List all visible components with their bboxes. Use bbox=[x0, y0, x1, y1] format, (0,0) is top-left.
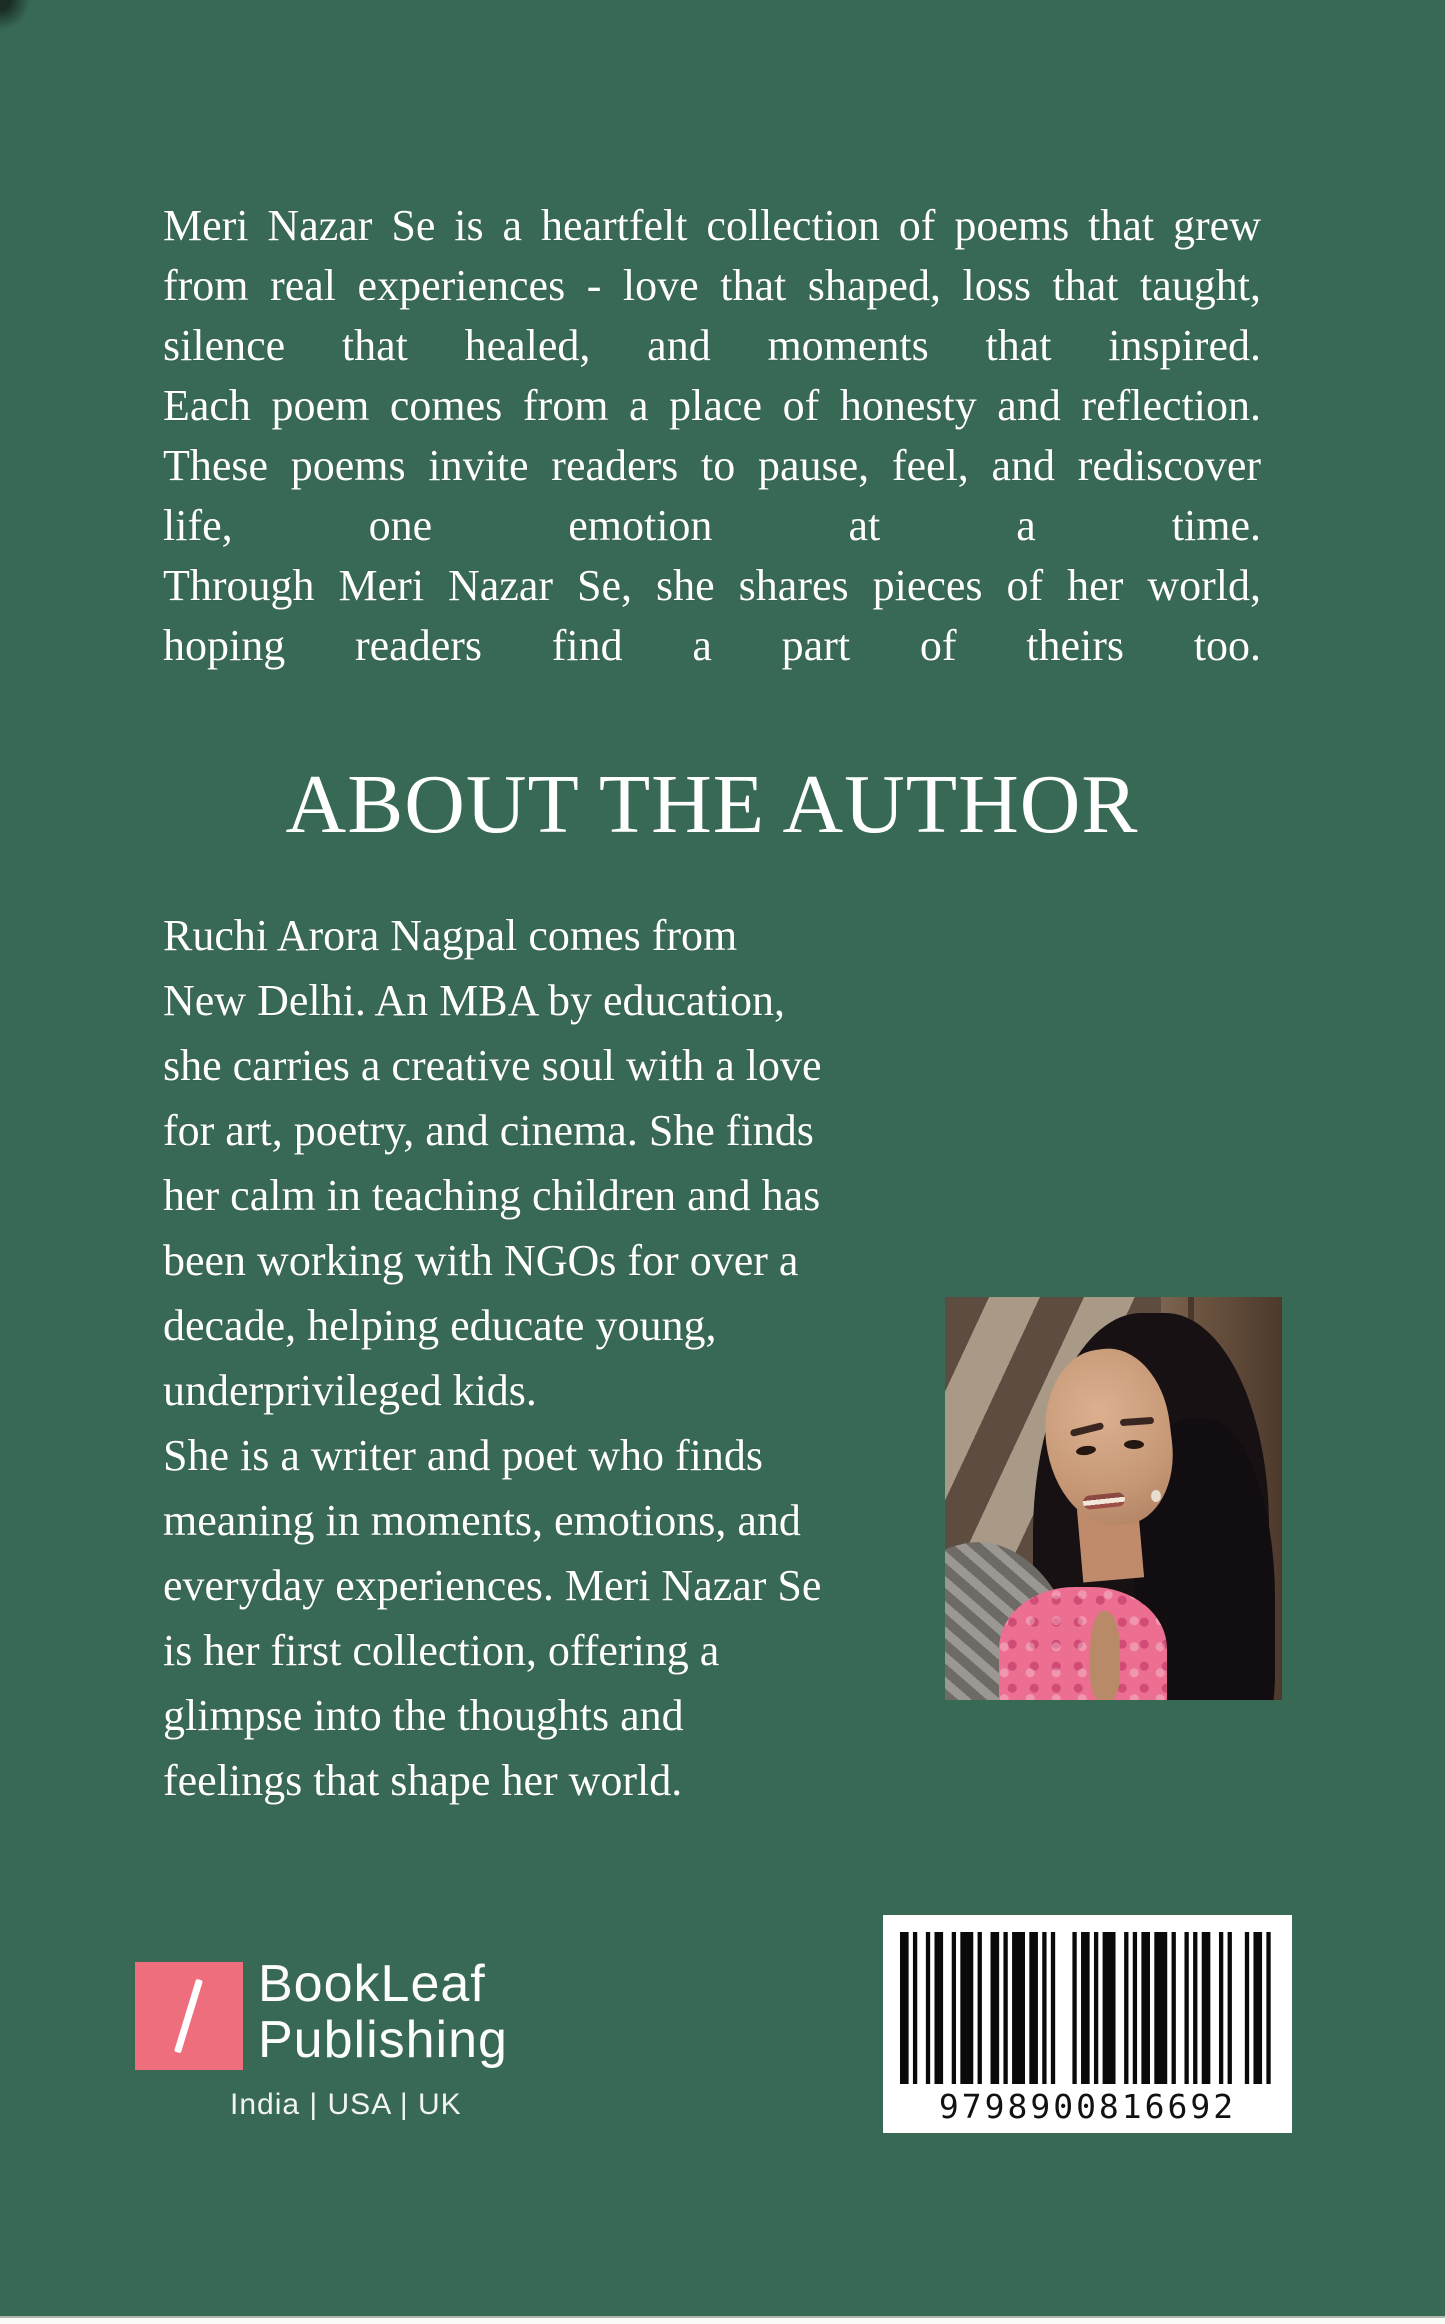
synopsis-text bbox=[163, 196, 1261, 676]
text-line: meaning in moments, emotions, and bbox=[163, 1496, 801, 1545]
about-the-author-heading: ABOUT THE AUTHOR bbox=[285, 758, 1139, 851]
text-line: underprivileged kids. bbox=[163, 1366, 537, 1415]
slash-icon bbox=[174, 1979, 203, 2054]
photo-earring bbox=[1151, 1490, 1161, 1502]
text-line: hoping readers find a part of theirs too. bbox=[163, 621, 1261, 670]
text-line: life, one emotion at a time. bbox=[163, 501, 1261, 550]
text-line: everyday experiences. Meri Nazar Se bbox=[163, 1561, 822, 1610]
text-line: from real experiences - love that shaped, loss that taught, bbox=[163, 261, 1261, 310]
barcode bbox=[883, 1915, 1292, 2133]
publisher-name bbox=[258, 1956, 508, 2068]
photo-pink-top bbox=[999, 1587, 1168, 1700]
text-line: she carries a creative soul with a love bbox=[163, 1041, 822, 1090]
text-line: These poems invite readers to pause, feel, and rediscover bbox=[163, 441, 1261, 490]
text-line: Through Meri Nazar Se, she shares pieces of her world, bbox=[163, 561, 1261, 610]
photo-eye-right bbox=[1124, 1440, 1144, 1449]
text-line: decade, helping educate young, bbox=[163, 1301, 717, 1350]
page-bottom-edge bbox=[0, 2318, 1445, 2324]
text-line: Meri Nazar Se is a heartfelt collection of poems that grew bbox=[163, 201, 1261, 250]
barcode-bars bbox=[900, 1932, 1275, 2084]
publisher-name-line2: Publishing bbox=[258, 2011, 508, 2069]
text-line: feelings that shape her world. bbox=[163, 1756, 683, 1805]
text-line: is her first collection, offering a bbox=[163, 1626, 720, 1675]
text-line: New Delhi. An MBA by education, bbox=[163, 976, 786, 1025]
text-line: for art, poetry, and cinema. She finds bbox=[163, 1106, 814, 1155]
text-line: Ruchi Arora Nagpal comes from bbox=[163, 911, 738, 960]
text-line: silence that healed, and moments that inspired. bbox=[163, 321, 1261, 370]
text-line: her calm in teaching children and has bbox=[163, 1171, 821, 1220]
text-line: glimpse into the thoughts and bbox=[163, 1691, 684, 1740]
corner-shadow bbox=[0, 0, 46, 46]
photo-neckline bbox=[1090, 1611, 1120, 1700]
author-photo bbox=[945, 1297, 1282, 1700]
isbn-number: 9798900816692 bbox=[938, 2087, 1237, 2126]
bookleaf-logo-mark bbox=[135, 1962, 243, 2070]
text-line: Each poem comes from a place of honesty and reflection. bbox=[163, 381, 1261, 430]
author-bio-text bbox=[163, 903, 913, 1813]
publisher-regions: India | USA | UK bbox=[230, 2088, 462, 2121]
publisher-name-line1: BookLeaf bbox=[258, 1955, 486, 2013]
text-line: She is a writer and poet who finds bbox=[163, 1431, 763, 1480]
text-line: been working with NGOs for over a bbox=[163, 1236, 799, 1285]
